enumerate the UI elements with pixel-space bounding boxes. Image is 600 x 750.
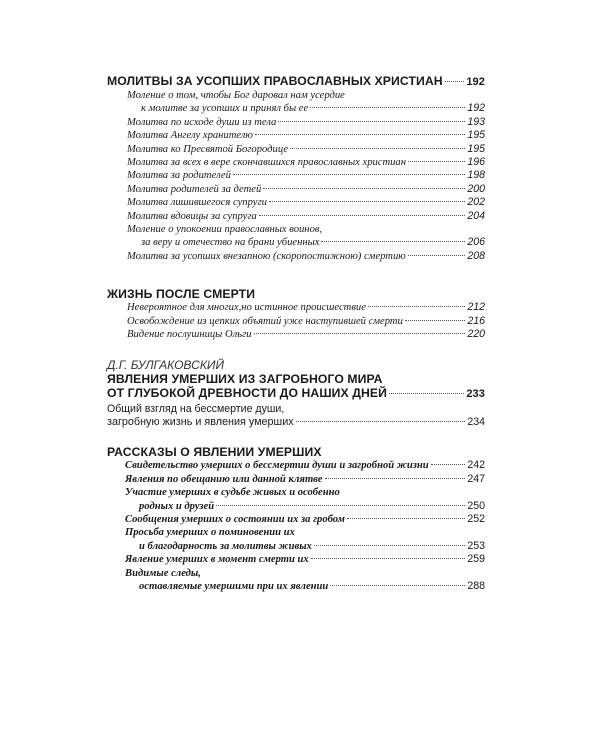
toc-entry: Молитва за всех в вере скончавшихся православных христиан 196 — [127, 156, 485, 169]
toc-entry: Свидетельство умерших о бессмертии души и загробной жизни 242 — [125, 459, 485, 472]
toc-entry: загробную жизнь и явления умерших 234 — [107, 415, 485, 428]
page-number: 208 — [467, 249, 485, 262]
section-heading: ОТ ГЛУБОКОЙ ДРЕВНОСТИ ДО НАШИХ ДНЕЙ 233 — [107, 385, 485, 400]
page-number: 204 — [467, 209, 485, 222]
page-number: 206 — [467, 236, 485, 249]
toc-entry-line: Участие умерших в судьбе живых и особенно — [125, 487, 340, 499]
toc-entry-line: Общий взгляд на бессмертие души, — [107, 402, 285, 415]
section-heading: РАССКАЗЫ О ЯВЛЕНИИ УМЕРШИХ — [107, 445, 322, 460]
page-number: 212 — [467, 301, 485, 314]
page-number: 247 — [467, 472, 485, 485]
toc-entry: Явление умерших в момент смерти их 259 — [125, 553, 485, 566]
toc-entry: Молитва Ангелу хранителю 195 — [127, 129, 485, 142]
page-number: 233 — [466, 387, 485, 400]
toc-entries — [107, 403, 485, 430]
toc-section-apparitions — [107, 358, 485, 430]
toc-entry: Явления по обещанию или данной клятве 247 — [125, 472, 485, 485]
toc-entries — [125, 459, 485, 593]
page-number: 242 — [467, 459, 485, 472]
toc-entries — [127, 301, 485, 341]
toc-entry: Молитва за родителей 198 — [127, 169, 485, 182]
page-number: 259 — [467, 553, 485, 566]
toc-entry-line: Видимые следы, — [125, 567, 201, 579]
page-number: 196 — [467, 156, 485, 169]
toc-entry: и благодарность за молитвы живых 253 — [139, 539, 485, 552]
toc-entry: к молитве за усопших и принял бы ее 192 — [141, 102, 485, 115]
page-number: 198 — [467, 169, 485, 182]
toc-entry-line: Просьба умерших о поминовении их — [125, 527, 295, 539]
toc-entry: Молитва лишившегося супруги 202 — [127, 196, 485, 209]
page-number: 216 — [467, 314, 485, 327]
page-number: 192 — [466, 76, 485, 88]
toc-entry: оставляемые умершими при их явлении 288 — [139, 579, 485, 592]
page-number: 192 — [467, 102, 485, 115]
toc-entry: родных и друзей 250 — [139, 499, 485, 512]
page-number: 288 — [467, 579, 485, 592]
author-name: Д.Г. БУЛГАКОВСКИЙ — [107, 357, 225, 372]
toc-entry: Молитва за усопших внезапною (скоропостижною) смертию 208 — [127, 249, 485, 262]
page-number: 253 — [467, 539, 485, 552]
page-number: 193 — [467, 115, 485, 128]
section-heading: ЯВЛЕНИЯ УМЕРШИХ ИЗ ЗАГРОБНОГО МИРА — [107, 371, 383, 386]
page-number: 202 — [467, 196, 485, 209]
toc-entry: Освобождение из цепких объятий уже наступившей смерти 216 — [127, 314, 485, 327]
page-number: 250 — [467, 499, 485, 512]
table-of-contents — [107, 74, 485, 603]
page-number: 252 — [467, 512, 485, 525]
toc-entry: Видение послушницы Ольги 220 — [127, 328, 485, 341]
toc-entry: Невероятное для многих,но истинное происшествие 212 — [127, 301, 485, 314]
toc-entry: Молитва вдовицы за супруга 204 — [127, 209, 485, 222]
toc-section-stories — [107, 445, 485, 593]
toc-entries — [127, 89, 485, 263]
toc-entry: за веру и отечество на брани убиенных 206 — [141, 236, 485, 249]
page-number: 200 — [467, 182, 485, 195]
toc-entry: Молитва по исходе души из тела 193 — [127, 115, 485, 128]
toc-entry: Сообщения умерших о состоянии их за гробом 252 — [125, 512, 485, 525]
page-number: 195 — [467, 129, 485, 142]
section-heading: ЖИЗНЬ ПОСЛЕ СМЕРТИ — [107, 287, 256, 302]
section-heading: МОЛИТВЫ ЗА УСОПШИХ ПРАВОСЛАВНЫХ ХРИСТИАН 192 — [107, 74, 485, 88]
toc-entry: Молитва родителей за детей 200 — [127, 182, 485, 195]
toc-entry-line: Моление о упокоении православных воинов, — [127, 224, 323, 236]
toc-section-afterlife — [107, 287, 485, 341]
page-number: 234 — [467, 415, 485, 428]
page-number: 195 — [467, 142, 485, 155]
toc-entry-line: Моление о том, чтобы Бог даровал нам усердие — [127, 90, 345, 101]
toc-entry: Молитва ко Пресвятой Богородице 195 — [127, 142, 485, 155]
toc-section-prayers — [107, 74, 485, 263]
page-number: 220 — [467, 328, 485, 341]
